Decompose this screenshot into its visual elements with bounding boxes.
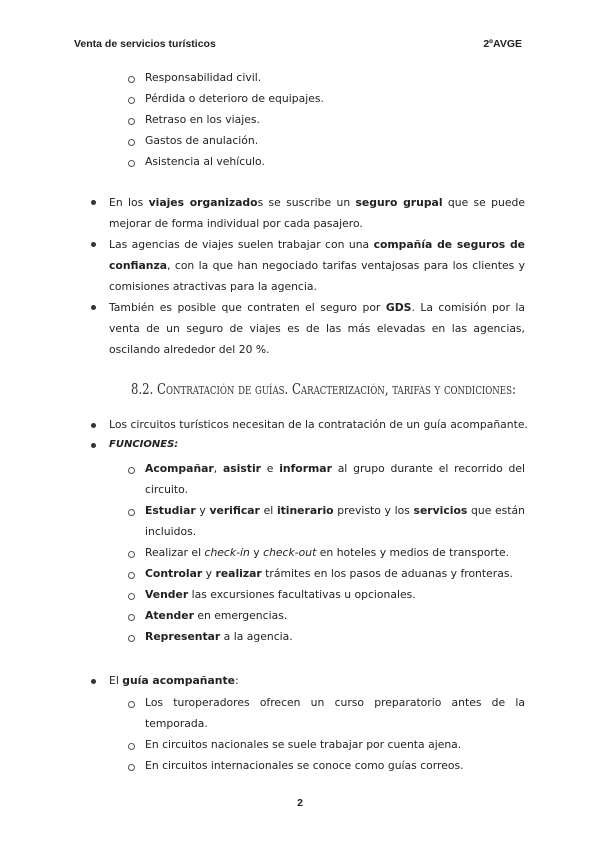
- header-title: Venta de servicios turísticos: [74, 38, 216, 50]
- circle-bullet-icon: [128, 593, 135, 600]
- circle-bullet-icon: [128, 118, 135, 125]
- page-number: 2: [297, 797, 303, 809]
- circle-bullet-icon: [128, 764, 135, 771]
- bullet-icon: [91, 200, 96, 205]
- bullet-icon: [91, 423, 96, 428]
- circle-bullet-icon: [128, 509, 135, 516]
- bullet-icon: [91, 443, 96, 448]
- bullet-icon: [91, 305, 96, 310]
- circle-bullet-icon: [128, 139, 135, 146]
- circle-bullet-icon: [128, 572, 135, 579]
- bullet-icon: [91, 242, 96, 247]
- funciones-label: FUNCIONES:: [109, 439, 179, 450]
- circle-bullet-icon: [128, 635, 135, 642]
- circle-bullet-icon: [128, 614, 135, 621]
- circle-bullet-icon: [128, 701, 135, 708]
- circle-bullet-icon: [128, 97, 135, 104]
- bullet-icon: [91, 679, 96, 684]
- section-heading: 8.2. Contratación de guías. Caracterización, tarifas y condiciones:: [131, 380, 516, 398]
- circle-bullet-icon: [128, 743, 135, 750]
- circle-bullet-icon: [128, 76, 135, 83]
- circle-bullet-icon: [128, 467, 135, 474]
- header-course: 2ºAVGE: [483, 38, 522, 50]
- circle-bullet-icon: [128, 551, 135, 558]
- circle-bullet-icon: [128, 160, 135, 167]
